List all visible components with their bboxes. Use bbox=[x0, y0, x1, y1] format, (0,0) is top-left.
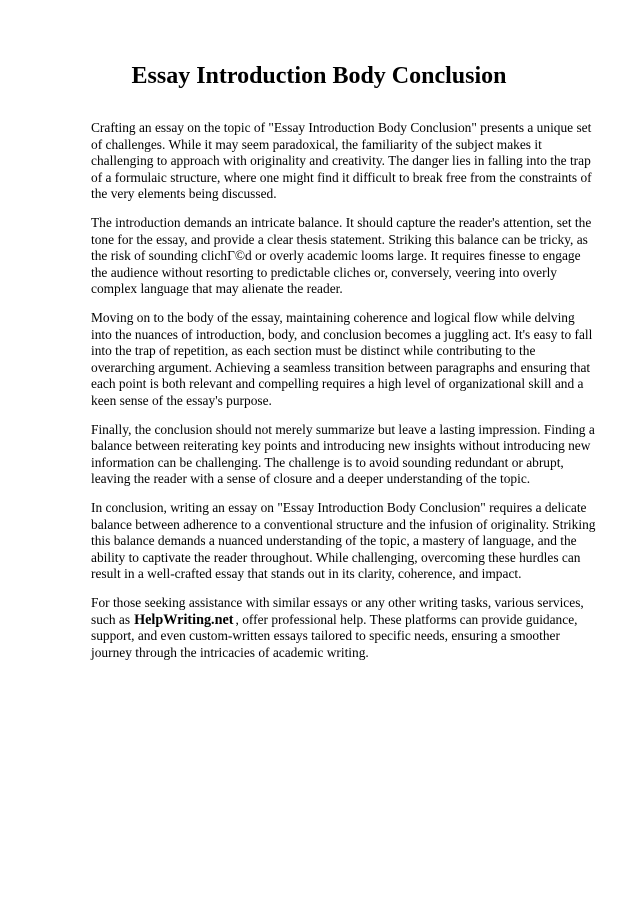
paragraph-summary: In conclusion, writing an essay on "Essay Introduction Body Conclusion" requires a delicate balance between adherence to a conventional structure and the infusion of originality. Striking this balance demands a nuanced understanding of the topic, a mastery of language, and the ability to captivate the reader throughout. While challenging, overcoming these hurdles can result in a well-crafted essay that stands out in its clarity, coherence, and impact. bbox=[91, 500, 596, 581]
assistance-text-before: For those seeking assistance with similar essays or any other writing tasks, various services, such as bbox=[91, 595, 584, 627]
document-body bbox=[91, 120, 597, 674]
paragraph-intro: Crafting an essay on the topic of "Essay Introduction Body Conclusion" presents a unique set of challenges. While it may seem paradoxical, the familiarity of the subject makes it challenging to approach with originality and creativity. The danger lies in falling into the trap of a formulaic structure, where one might find it difficult to break free from the constraints of the very elements being discussed. bbox=[91, 120, 592, 201]
paragraph-assistance bbox=[91, 595, 597, 661]
paragraph-body-section: Moving on to the body of the essay, maintaining coherence and logical flow while delving into the nuances of introduction, body, and conclusion becomes a juggling act. It's easy to fall into the trap of repetition, as each section must be distinct while contributing to the overarching argument. Achieving a seamless transition between paragraphs and ensuring that each point is both relevant and compelling requires a high level of organizational skill and a keen sense of the essay's purpose. bbox=[91, 310, 593, 408]
assistance-text-after: , offer professional help. These platforms can provide guidance, support, and even custom-written essays tailored to specific needs, ensuring a smoother journey through the intricacies of academic writing. bbox=[91, 611, 578, 660]
paragraph-introduction-section: The introduction demands an intricate balance. It should capture the reader's attention, set the tone for the essay, and provide a clear thesis statement. Striking this balance can be tricky, as the risk of sounding clichГ©d or overly academic looms large. It requires finesse to engage the audience without resorting to predictable cliches or, conversely, veering into overly complex language that may alienate the reader. bbox=[91, 215, 592, 296]
document-title: Essay Introduction Body Conclusion bbox=[131, 63, 507, 89]
paragraph-conclusion-section: Finally, the conclusion should not merely summarize but leave a lasting impression. Finding a balance between reiterating key points and introducing new insights without introducing new information can be challenging. The challenge is to avoid sounding redundant or abrupt, leaving the reader with a sense of closure and a deeper understanding of the topic. bbox=[91, 421, 595, 486]
helpwriting-link[interactable]: HelpWriting.net bbox=[134, 611, 234, 628]
